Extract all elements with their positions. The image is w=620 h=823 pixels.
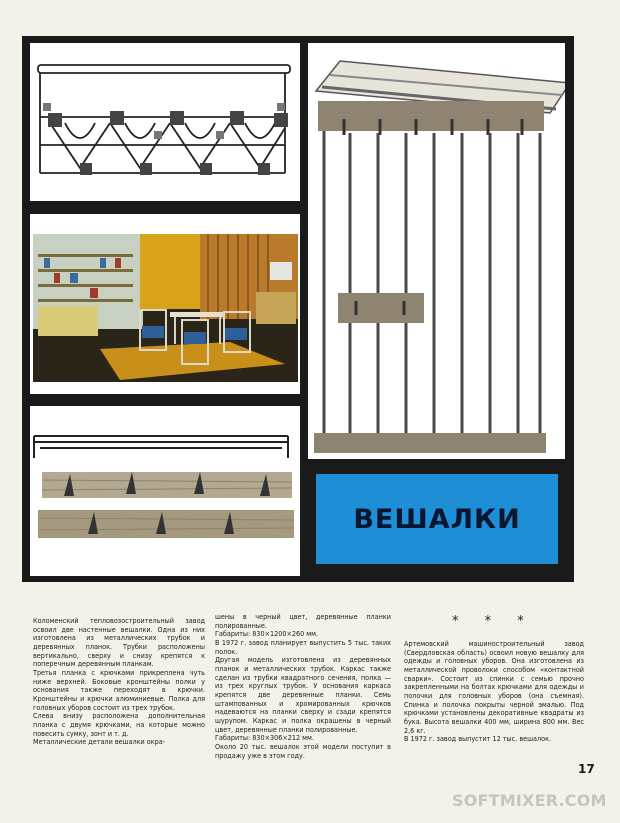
figure-dining-room <box>30 214 300 394</box>
section-stars: * * * <box>452 614 535 629</box>
dining-room-photo <box>30 214 300 394</box>
paragraph: В 1972 г. завод выпустит 12 тыс. вешалок. <box>404 734 552 744</box>
paragraph: Около 20 тыс. вешалок этой модели поступит в продажу уже в этом году. <box>215 741 391 760</box>
paragraph: Металлические детали вешалки окра- <box>33 737 166 747</box>
watermark: SOFTMIXER.COM <box>452 791 607 810</box>
paragraph: Другая модель изготовлена из деревянных планок и металлических трубок. Каркас также сделан из трубки квадратного сечения, полка — из трех круглых трубок. У основания каркаса крепятся две деревянные планки. Семь штампованных и хромированных крючков надеваются на планки сверху и сзади крепятся шурупом. Каркас и полка окрашены в черный цвет, деревянные планки полированные. <box>215 655 391 734</box>
page-number: 17 <box>578 762 595 776</box>
paragraph: Габариты: 830×1200×260 мм. <box>215 629 319 639</box>
text-column-2 <box>215 613 391 760</box>
title-box <box>316 474 558 564</box>
hat-shelf-with-hooks <box>30 406 300 576</box>
illustration-frame <box>22 36 574 582</box>
paragraph: Габариты: 830×306×212 мм. <box>215 733 314 743</box>
article-title: ВЕШАЛКИ <box>353 503 521 535</box>
paragraph: В 1972 г. завод планирует выпустить 5 тыс. таких полок. <box>215 637 391 656</box>
figure-hat-shelf <box>30 406 300 576</box>
paragraph: шены в черный цвет, деревянные планки полированные. <box>215 612 391 630</box>
paragraph: Артемовский машиностроительный завод (Свердловская область) освоил новую вешалку для одежды и головных уборов. Она изготовлена из металлической проволоки способом «контактной сварки». Состоит из спинки с семью прочно закрепленными на болтах крючками для одежды и полочки для головных уборов (она съемная). Спинка и полочка покрыты черной эмалью. Под крючками установлены декоративные квадраты из бука. Высота вешалки 400 мм, ширина 800 мм. Вес 2,6 кг. <box>404 639 584 735</box>
wall-rack-with-slats <box>308 43 565 459</box>
text-column-1 <box>33 617 205 747</box>
figure-wall-rack <box>308 43 565 459</box>
paragraph: Коломенский тепловозостроительный завод освоил две настенные вешалки. Одна из них изготовлена из металлических трубок и деревянных планок. Трубки расположены вертикально, сверху и снизу крепятся к поперечным деревянным планкам. <box>33 616 205 669</box>
text-column-3 <box>404 640 584 744</box>
tubular-hanger-drawing <box>30 43 300 201</box>
paragraph: Слева внизу расположена дополнительная планка с двумя крючками, на которые можно повесить сумку, зонт и т. д. <box>33 711 205 738</box>
figure-tubular-hanger <box>30 43 300 201</box>
paragraph: Третья планка с крючками прикреплена чуть ниже верхней. Боковые кронштейны полки у основания также переходят в крючки. Кронштейны и крючки алюминиевые. Полка для головных уборов состоит из трех трубок. <box>33 667 205 712</box>
